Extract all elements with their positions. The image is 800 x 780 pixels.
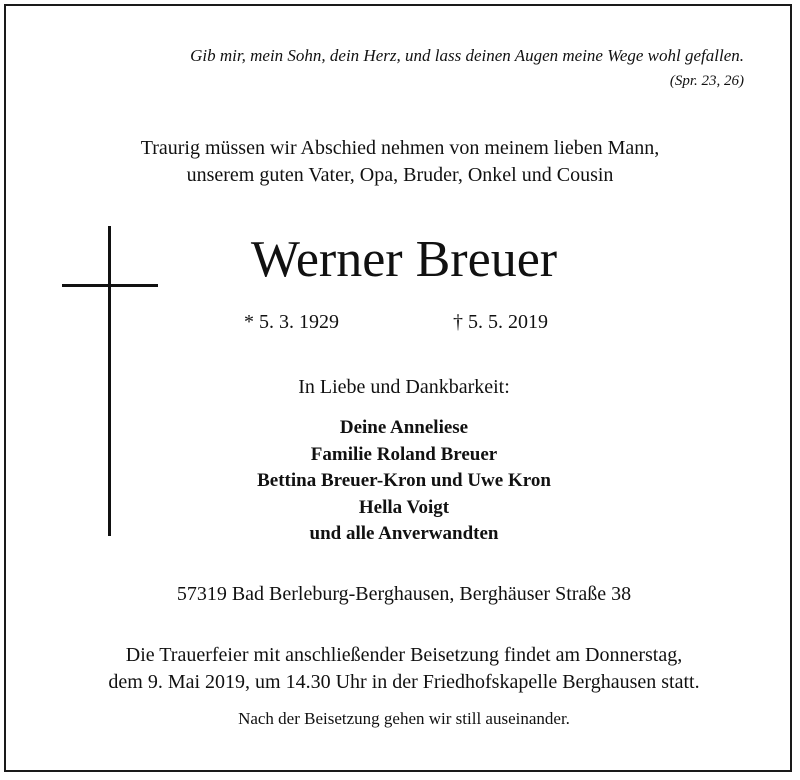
funeral-line-2: dem 9. Mai 2019, um 14.30 Uhr in der Friedhofskapelle Berghausen statt.	[108, 671, 700, 693]
thanks-line: In Liebe und Dankbarkeit:	[298, 376, 510, 398]
verse-text: Gib mir, mein Sohn, dein Herz, und lass deinen Augen meine Wege wohl gefallen.	[190, 46, 744, 65]
intro-line-2: unserem guten Vater, Opa, Bruder, Onkel und Cousin	[186, 164, 614, 186]
mourner-item: und alle Anverwandten	[309, 523, 499, 544]
address: 57319 Bad Berleburg-Berghausen, Berghäuser Straße 38	[176, 583, 632, 605]
birth-date: * 5. 3. 1929	[244, 311, 339, 333]
mourner-item: Familie Roland Breuer	[310, 443, 498, 465]
mourners-list	[0, 415, 800, 548]
intro-line-1: Traurig müssen wir Abschied nehmen von meinem lieben Mann,	[140, 137, 660, 159]
funeral-line-1: Die Trauerfeier mit anschließender Beisetzung findet am Donnerstag,	[125, 644, 683, 666]
mourner-item: Bettina Breuer-Kron und Uwe Kron	[257, 470, 551, 491]
bible-verse	[190, 44, 744, 91]
mourner-item: Deine Anneliese	[339, 417, 469, 438]
closing-note: Nach der Beisetzung gehen wir still auseinander.	[238, 709, 570, 728]
death-date: † 5. 5. 2019	[453, 311, 548, 333]
funeral-info	[0, 642, 800, 696]
verse-reference: (Spr. 23, 26)	[669, 73, 744, 89]
deceased-name: Werner Breuer	[250, 231, 558, 288]
intro-text	[0, 135, 800, 189]
mourner-item: Hella Voigt	[358, 496, 450, 518]
